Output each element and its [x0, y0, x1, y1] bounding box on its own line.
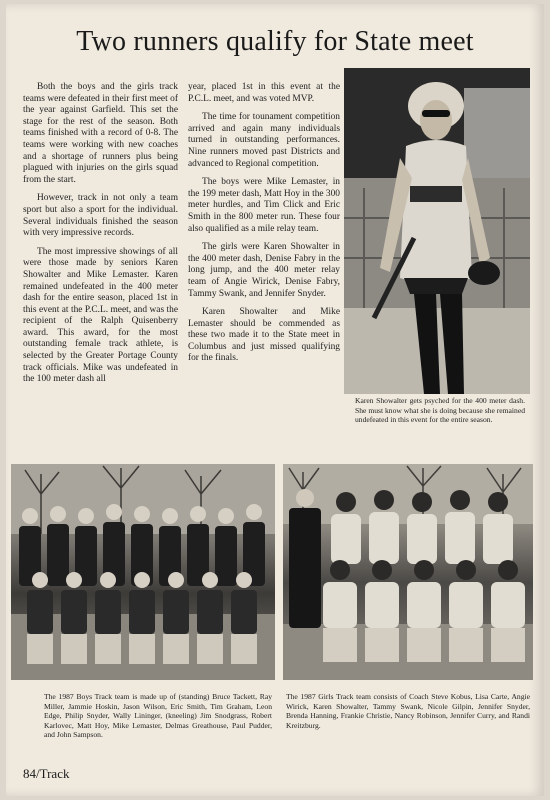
paragraph: Both the boys and the girls track teams were defeated in their first meet of the year against Garfield. This set the stage for the rest of the season. Both teams finished with a record of 0-8. The teams were working with new coaches and a shortage of runners plus being plagued with injuries on the girls squad from the start. [23, 82, 178, 185]
paragraph: Karen Showalter and Mike Lemaster should be commended as these two made it to the State meet in Columbus and just missed qualifying for the finals. [188, 307, 340, 364]
runner-photo [344, 68, 530, 394]
paragraph: year, placed 1st in this event at the P.C.L. meet, and was voted MVP. [188, 82, 340, 104]
headline: Two runners qualify for State meet [76, 26, 474, 57]
paragraph: The girls were Karen Showalter in the 400 meter dash, Denise Fabry in the long jump, and the 400 meter relay team of Angie Wirick, Denise Fabry, Tammy Swank, and Jennifer Snyder. [188, 242, 340, 299]
yearbook-page [6, 4, 544, 796]
paragraph: The most impressive showings of all were those made by seniors Karen Showalter and Mike Lemaster. Karen remained undefeated in the 400 meter dash for the entire season, placed 1st in this event at the P.C.L. meet, and was the recipient of the Ralph Quisenberry award. This award, for the most outstanding female track athlete, is selected by the Greater Portage County track officials. Mike was undefeated in the 100 meter dash all [23, 246, 178, 385]
girls-team-caption: The 1987 Girls Track team consists of Coach Steve Kobus, Lisa Carte, Angie Wirick, Karen Showalter, Tammy Swank, Nicole Gilpin, Jennifer Snyder, Brenda Hanning, Frankie Christie, Nancy Robinson, Jennifer Curry, and Randi Kreitzburg. [286, 692, 530, 730]
boys-team-caption: The 1987 Boys Track team is made up of (standing) Bruce Tackett, Ray Miller, Jammie Hoskin, Jason Wilson, Eric Smith, Tim Graham, Leon Edge, Philip Snyder, Wally Lininger, (kneeling) Jim Snodgrass, Robert Karlovec, Matt Hoy, Mike Lemaster, Delmas Greathouse, Paul Pudder, and John Sampson. [44, 692, 272, 740]
paragraph: The boys were Mike Lemaster, in the 199 meter dash, Matt Hoy in the 300 meter hurdles, and Tim Click and Eric Smith in the 800 meter run. These four also qualified as a mile relay team. [188, 177, 340, 234]
boys-team-photo [11, 464, 275, 680]
girls-team-photo [283, 464, 533, 680]
paragraph: However, track in not only a team sport but also a sport for the individual. Several individuals finished the season with very impressive records. [23, 193, 178, 239]
article-column-1 [23, 82, 178, 460]
paragraph: The time for tounament competition arrived and again many individuals turned in outstanding performances. Nine runners moved past Districts and advanced to Regional competition. [188, 112, 340, 169]
runner-photo-caption: Karen Showalter gets psyched for the 400 meter dash. She must know what she is doing because she remained undefeated in this event for the entire season. [355, 396, 525, 425]
page-folio: 84/Track [23, 766, 70, 781]
article-column-2 [188, 82, 340, 460]
